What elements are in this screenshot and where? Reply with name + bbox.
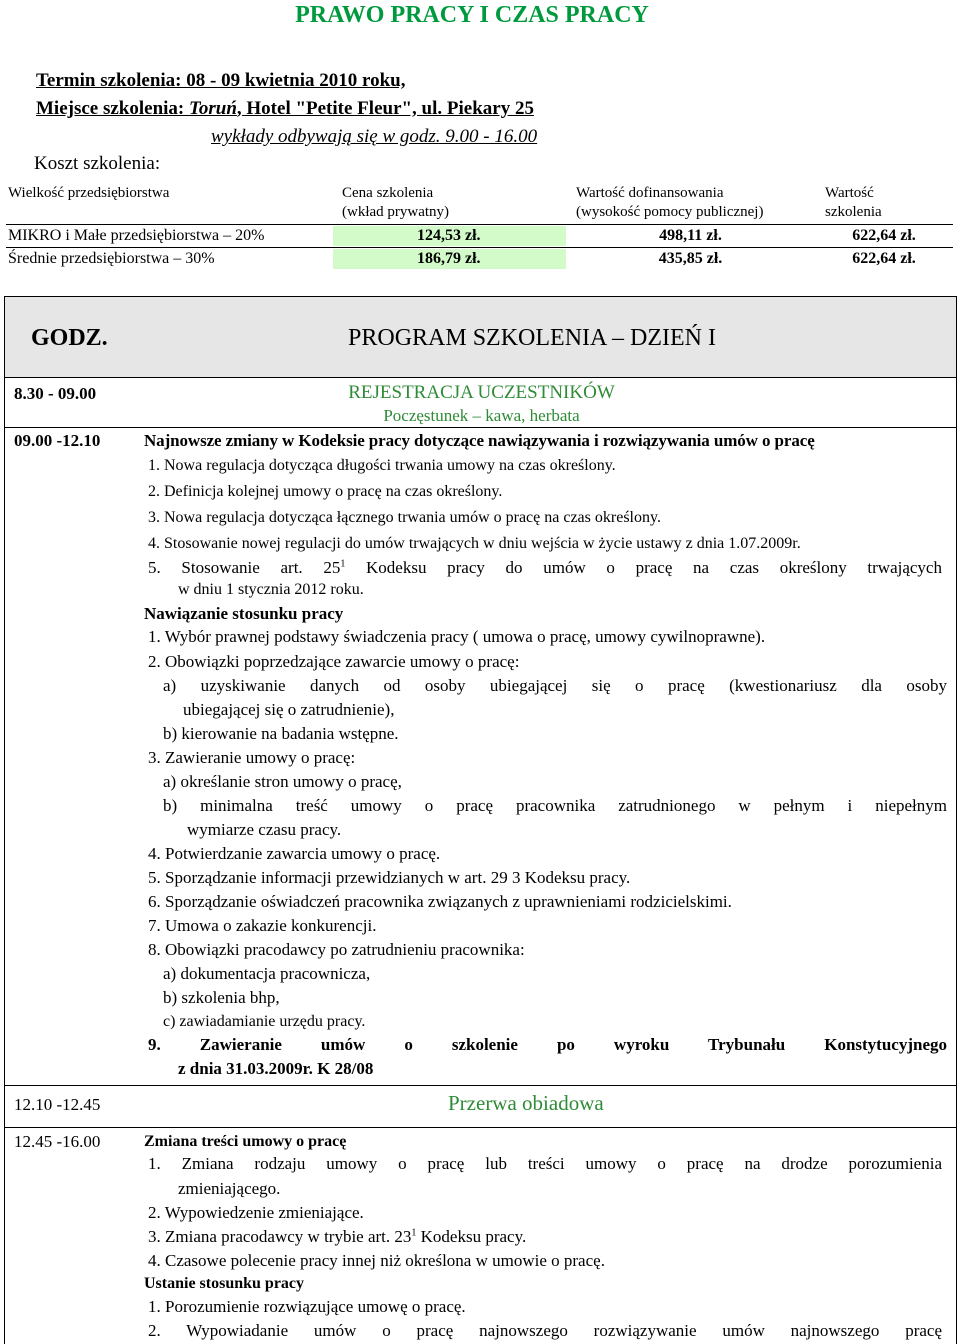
col-price-header: Cena szkolenia (wkład prywatny) [342, 185, 450, 220]
list-item: 3. Nowa regulacja dotycząca łącznego trwania umów o pracę na czas określony. [148, 509, 661, 526]
table-divider [6, 224, 953, 225]
row-cofund: 498,11 zł. [659, 227, 722, 244]
list-item: 4. Stosowanie nowej regulacji do umów trwających w dniu wejścia w życie ustawy z dnia 1.07.2009r. [148, 535, 801, 552]
training-hours: wykłady odbywają się w godz. 9.00 - 16.00 [211, 126, 538, 147]
list-subitem-cont: wymiarze czasu pracy. [187, 820, 342, 839]
document-title: PRAWO PRACY I CZAS PRACY [295, 2, 649, 28]
registration-label: REJESTRACJA UCZESTNIKÓW [348, 382, 615, 403]
list-item: 2. Wypowiadanie umów o pracę najnowszego rozwiązywanie umów najnowszego pracę [148, 1321, 942, 1340]
col-time-header: GODZ. [31, 325, 108, 351]
section-heading: Zmiana treści umowy o pracę [144, 1133, 347, 1150]
list-item: 1. Porozumienie rozwiązujące umowę o pracę. [148, 1297, 466, 1316]
row-value: 622,64 zł. [852, 250, 916, 267]
list-item: 2. Wypowiedzenie zmieniające. [148, 1203, 364, 1222]
lunch-break-label: Przerwa obiadowa [448, 1091, 604, 1115]
row-value: 622,64 zł. [852, 227, 916, 244]
list-item-cont: w dniu 1 stycznia 2012 roku. [178, 581, 364, 598]
col-value-header: Wartość szkolenia [825, 185, 882, 220]
section-heading: Najnowsze zmiany w Kodeksie pracy dotyczące nawiązywania i rozwiązywania umów o pracę [144, 431, 815, 450]
list-item: 3. Zmiana pracodawcy w trybie art. $23^1$ Kodeksu pracy. [148, 1227, 527, 1246]
list-subitem-cont: ubiegającej się o zatrudnienie), [183, 700, 395, 719]
list-subitem: b) minimalna treść umowy o pracę pracownika zatrudnionego w pełnym i niepełnym [163, 796, 947, 815]
training-place: Miejsce szkolenia: Toruń, Hotel "Petite Fleur", ul. Piekary 25 [36, 98, 534, 119]
row-divider [5, 1127, 956, 1128]
col-size-header: Wielkość przedsiębiorstwa [8, 185, 170, 201]
row-divider [5, 377, 956, 378]
list-subitem: a) uzyskiwanie danych od osoby ubiegającej się o pracę (kwestionariusz dla osoby [163, 676, 947, 695]
list-subitem: b) szkolenia bhp, [163, 988, 280, 1007]
subsection-heading: Ustanie stosunku pracy [144, 1275, 305, 1292]
slot-time: 09.00 -12.10 [14, 431, 101, 450]
list-item: 2. Obowiązki poprzedzające zawarcie umowy o pracę: [148, 652, 520, 671]
list-subitem: a) dokumentacja pracownicza, [163, 964, 371, 983]
list-item: 1. Wybór prawnej podstawy świadczenia pracy ( umowa o pracę, umowy cywilnoprawne). [148, 627, 766, 646]
list-item: 3. Zawieranie umowy o pracę: [148, 748, 356, 767]
list-item: 5. Stosowanie art. $25^1$ Kodeksu pracy do umów o pracę na czas określony trwających [148, 558, 942, 577]
list-item: 4. Czasowe polecenie pracy innej niż określona w umowie o pracę. [148, 1251, 605, 1270]
list-item-cont: z dnia 31.03.2009r. K 28/08 [178, 1059, 374, 1078]
training-date: Termin szkolenia: 08 - 09 kwietnia 2010 roku, [36, 70, 406, 91]
list-item: 8. Obowiązki pracodawcy po zatrudnieniu pracownika: [148, 940, 525, 959]
list-item: 5. Sporządzanie informacji przewidzianych w art. 29 3 Kodeksu pracy. [148, 868, 631, 887]
row-price-cell: 124,53 zł. [333, 226, 566, 246]
program-table [4, 296, 957, 1344]
pricing-table [6, 179, 953, 271]
list-subitem: a) określanie stron umowy o pracę, [163, 772, 402, 791]
list-item: 7. Umowa o zakazie konkurencji. [148, 916, 377, 935]
row-size: Średnie przedsiębiorstwa – 30% [8, 250, 215, 267]
refreshments-label: Poczęstunek – kawa, herbata [383, 406, 580, 425]
list-item: 2. Definicja kolejnej umowy o pracę na czas określony. [148, 483, 503, 500]
list-item: 1. Zmiana rodzaju umowy o pracę lub treści umowy o pracę na drodze porozumienia [148, 1154, 942, 1173]
subsection-heading: Nawiązanie stosunku pracy [144, 604, 344, 623]
program-header [5, 297, 956, 377]
col-cofund-header: Wartość dofinansowania (wysokość pomocy publicznej) [576, 185, 764, 220]
list-item: 6. Sporządzanie oświadczeń pracownika związanych z uprawnieniami rodzicielskimi. [148, 892, 732, 911]
program-title: PROGRAM SZKOLENIA – DZIEŃ I [348, 325, 716, 351]
slot-time: 12.10 -12.45 [14, 1095, 101, 1114]
list-item: 9. Zawieranie umów o szkolenie po wyroku Trybunału Konstytucyjnego [148, 1035, 947, 1054]
row-size: MIKRO i Małe przedsiębiorstwa – 20% [8, 227, 265, 244]
list-item-cont: zmieniającego. [178, 1179, 281, 1198]
table-divider [6, 247, 953, 248]
cost-label: Koszt szkolenia: [34, 153, 161, 174]
slot-time: 12.45 -16.00 [14, 1132, 101, 1151]
list-subitem: b) kierowanie na badania wstępne. [163, 724, 399, 743]
row-price-cell: 186,79 zł. [333, 249, 566, 269]
list-item: 4. Potwierdzanie zawarcia umowy o pracę. [148, 844, 441, 863]
slot-time: 8.30 - 09.00 [14, 384, 97, 403]
row-divider [5, 1085, 956, 1086]
row-cofund: 435,85 zł. [658, 250, 723, 267]
list-item: 1. Nowa regulacja dotycząca długości trwania umowy na czas określony. [148, 457, 616, 474]
row-divider [5, 427, 956, 428]
list-subitem: c) zawiadamianie urzędu pracy. [163, 1013, 366, 1030]
